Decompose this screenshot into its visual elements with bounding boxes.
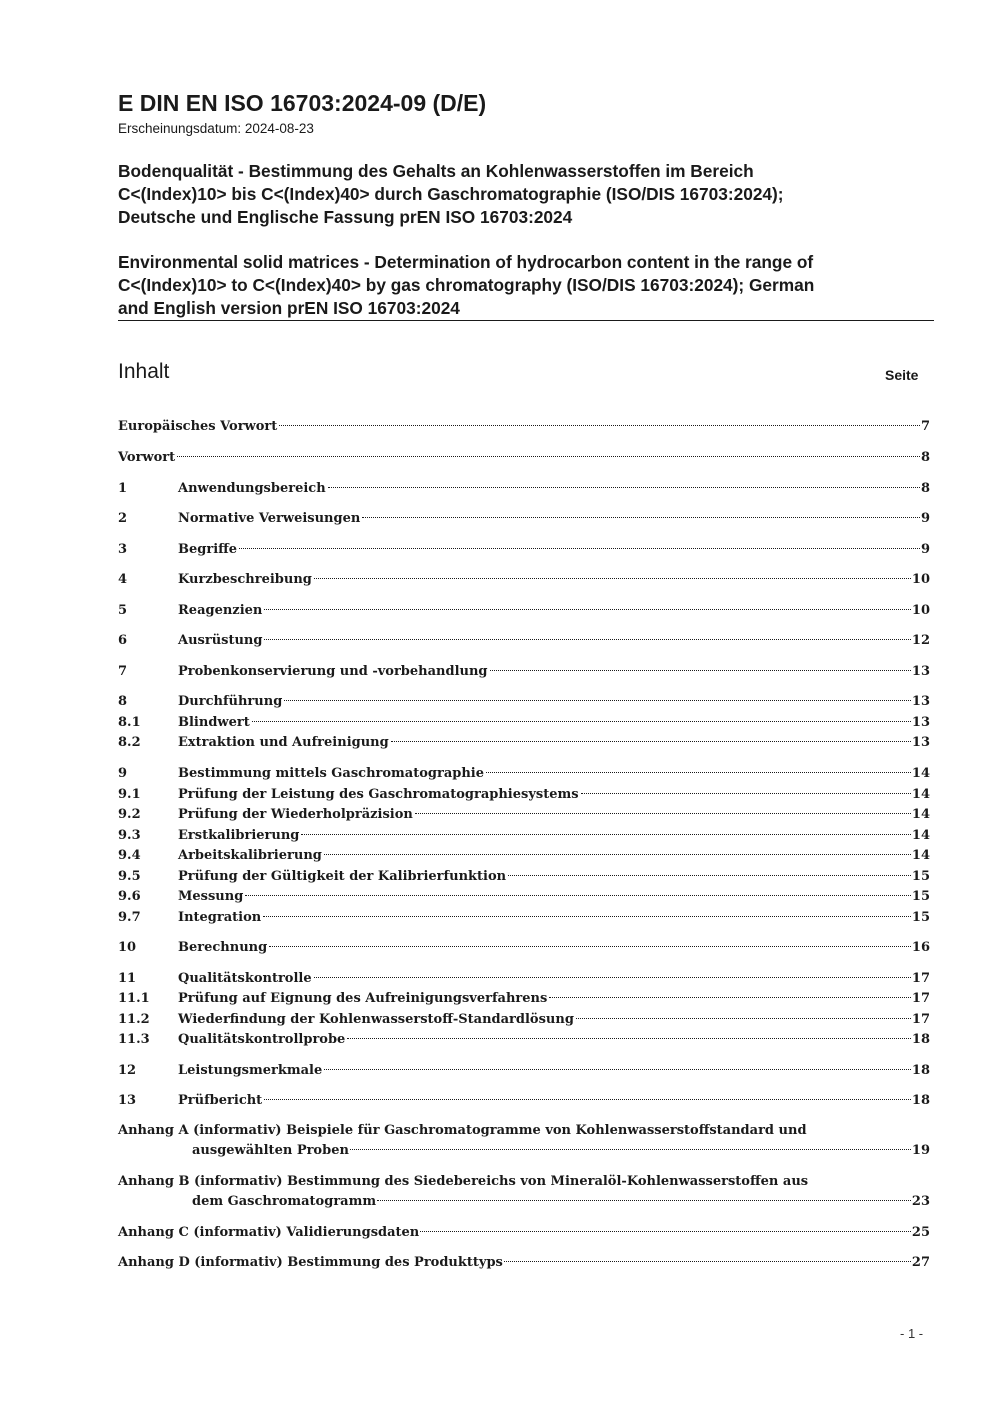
toc-entry-page: 17 xyxy=(911,1012,930,1027)
toc-entry-title: Reagenzien xyxy=(178,603,263,618)
toc-entry-line xyxy=(178,1031,930,1049)
toc-entry-page: 13 xyxy=(911,735,930,750)
toc-entry[interactable] xyxy=(118,663,930,681)
toc-entry-number: 8.2 xyxy=(118,735,141,750)
toc-entry-page: 12 xyxy=(911,633,930,648)
toc-entry-number: 2 xyxy=(118,511,128,526)
toc-annex-line xyxy=(118,1253,930,1273)
toc-entry-line xyxy=(178,806,930,824)
toc-leader-dots xyxy=(264,609,911,610)
toc-entry-number: 8 xyxy=(118,694,128,709)
toc-annex-title-continued: dem Gaschromatogramm xyxy=(192,1194,377,1209)
toc-leader-dots xyxy=(328,487,920,488)
toc-entry[interactable] xyxy=(118,418,930,436)
toc-entry-title: Prüfung der Wiederholpräzision xyxy=(178,807,413,822)
toc-entry-number: 9.6 xyxy=(118,889,141,904)
toc-entry-title: Arbeitskalibrierung xyxy=(178,848,322,863)
toc-leader-dots xyxy=(549,997,911,998)
toc-entry-page: 8 xyxy=(920,450,930,465)
toc-leader-dots xyxy=(415,813,911,814)
toc-leader-dots xyxy=(314,578,911,579)
toc-annex-title-continued: ausgewählten Proben xyxy=(192,1143,349,1158)
toc-entry-line xyxy=(178,734,930,752)
toc-annex-title: Anhang B (informativ) Bestimmung des Siedebereichs von Mineralöl-Kohlenwasserstoffen aus xyxy=(118,1174,809,1189)
toc-entry[interactable] xyxy=(118,1062,930,1080)
toc-entry-title: Europäisches Vorwort xyxy=(118,419,278,434)
toc-entry[interactable] xyxy=(118,734,930,752)
toc-entry[interactable] xyxy=(118,1031,930,1049)
toc-entry-page: 16 xyxy=(911,940,930,955)
toc-entry-page: 7 xyxy=(920,419,930,434)
toc-annex-title: Anhang A (informativ) Beispiele für Gaschromatogramme von Kohlenwasserstoffstandard und xyxy=(118,1123,807,1138)
toc-entry-title: Prüfung der Gültigkeit der Kalibrierfunktion xyxy=(178,869,507,884)
toc-entry-number: 13 xyxy=(118,1093,137,1108)
toc-entry[interactable] xyxy=(118,939,930,957)
toc-entry-line xyxy=(178,939,930,957)
toc-leader-dots xyxy=(350,1149,911,1150)
toc-annex-title: Anhang C (informativ) Validierungsdaten xyxy=(118,1225,420,1240)
toc-leader-dots xyxy=(269,946,911,947)
document-id: E DIN EN ISO 16703:2024-09 (D/E) xyxy=(118,90,487,116)
toc-entry-line xyxy=(118,418,930,436)
toc-entry-title: Bestimmung mittels Gaschromatographie xyxy=(178,766,485,781)
toc-entry-title: Kurzbeschreibung xyxy=(178,572,312,587)
toc-entry-line xyxy=(178,714,930,732)
page-number: - 1 - xyxy=(900,1326,924,1341)
toc-annex-entry[interactable] xyxy=(118,1253,930,1273)
toc-entry-line xyxy=(178,480,930,498)
toc-entry-number: 9.7 xyxy=(118,910,141,925)
title-english-line: and English version prEN ISO 16703:2024 xyxy=(118,298,460,318)
toc-entry-line xyxy=(178,847,930,865)
toc-entry[interactable] xyxy=(118,970,930,988)
title-english-line: C<(Index)10> to C<(Index)40> by gas chromatography (ISO/DIS 16703:2024); German xyxy=(118,275,815,295)
toc-entry-title: Vorwort xyxy=(118,450,176,465)
toc-leader-dots xyxy=(490,670,911,671)
toc-annex-page: 23 xyxy=(911,1194,930,1209)
toc-leader-dots xyxy=(486,772,911,773)
toc-entry[interactable] xyxy=(118,541,930,559)
toc-entry-line xyxy=(178,602,930,620)
toc-leader-dots xyxy=(391,741,911,742)
toc-entry[interactable] xyxy=(118,847,930,865)
toc-leader-dots xyxy=(239,548,920,549)
toc-leader-dots xyxy=(576,1018,911,1019)
toc-annex-entry[interactable] xyxy=(118,1121,930,1161)
toc-entry-line xyxy=(178,909,930,927)
toc-entry-title: Leistungsmerkmale xyxy=(178,1063,323,1078)
toc-entry-number: 7 xyxy=(118,664,128,679)
toc-entry-number: 9.5 xyxy=(118,869,141,884)
toc-entry-line xyxy=(178,632,930,650)
title-german-line: C<(Index)10> bis C<(Index)40> durch Gaschromatographie (ISO/DIS 16703:2024); xyxy=(118,184,784,204)
title-english xyxy=(118,251,938,320)
toc-entry-page: 18 xyxy=(911,1093,930,1108)
toc-annex-line xyxy=(118,1192,930,1212)
toc-page-label: Seite xyxy=(885,367,919,383)
title-english-line: Environmental solid matrices - Determination of hydrocarbon content in the range of xyxy=(118,252,814,272)
toc-annex-page: 27 xyxy=(911,1255,930,1270)
toc-entry-number: 11.2 xyxy=(118,1012,150,1027)
toc-entry-title: Erstkalibrierung xyxy=(178,828,300,843)
toc-leader-dots xyxy=(362,517,920,518)
toc-entry-line xyxy=(178,693,930,711)
toc-entry-line xyxy=(178,990,930,1008)
toc-entry-line xyxy=(178,868,930,886)
toc-entry[interactable] xyxy=(118,1011,930,1029)
toc-entry-page: 15 xyxy=(911,869,930,884)
toc-entry-line xyxy=(178,1062,930,1080)
toc-annex-page: 19 xyxy=(911,1143,930,1158)
toc-leader-dots xyxy=(347,1038,911,1039)
publication-date: Erscheinungsdatum: 2024-08-23 xyxy=(118,121,314,136)
toc-leader-dots xyxy=(504,1261,911,1262)
toc-entry-page: 18 xyxy=(911,1063,930,1078)
toc-entry[interactable] xyxy=(118,602,930,620)
toc-entry-number: 3 xyxy=(118,542,128,557)
toc-leader-dots xyxy=(314,977,911,978)
toc-entry-line xyxy=(178,827,930,845)
toc-leader-dots xyxy=(252,721,911,722)
toc-entry-line xyxy=(178,510,930,528)
toc-entry-page: 15 xyxy=(911,889,930,904)
toc-entry-title: Normative Verweisungen xyxy=(178,511,361,526)
toc-annex-page: 25 xyxy=(911,1225,930,1240)
toc-entry[interactable] xyxy=(118,480,930,498)
toc-entry-number: 11 xyxy=(118,971,137,986)
toc-entry-title: Prüfung der Leistung des Gaschromatographiesystems xyxy=(178,787,579,802)
toc-entry-page: 17 xyxy=(911,991,930,1006)
toc-leader-dots xyxy=(581,793,911,794)
toc-entry-title: Extraktion und Aufreinigung xyxy=(178,735,389,750)
toc-entry-line xyxy=(178,888,930,906)
toc-entry[interactable] xyxy=(118,571,930,589)
toc-entry-number: 6 xyxy=(118,633,128,648)
toc-leader-dots xyxy=(279,425,920,426)
toc-entry-number: 9.2 xyxy=(118,807,141,822)
toc-entry-title: Wiederfindung der Kohlenwasserstoff-Standardlösung xyxy=(178,1012,574,1027)
toc-leader-dots xyxy=(245,895,911,896)
toc-entry[interactable] xyxy=(118,888,930,906)
toc-annex-entry[interactable] xyxy=(118,1172,930,1212)
toc-entry-title: Qualitätskontrollprobe xyxy=(178,1032,346,1047)
toc-leader-dots xyxy=(508,875,911,876)
toc-entry[interactable] xyxy=(118,765,930,783)
toc-entry-title: Durchführung xyxy=(178,694,283,709)
toc-entry-number: 1 xyxy=(118,481,128,496)
toc-entry-title: Berechnung xyxy=(178,940,268,955)
toc-entry-page: 13 xyxy=(911,664,930,679)
toc-entry-number: 12 xyxy=(118,1063,137,1078)
toc-leader-dots xyxy=(420,1231,911,1232)
toc-entry-title: Messung xyxy=(178,889,244,904)
toc-entry[interactable] xyxy=(118,806,930,824)
title-german-line: Deutsche und Englische Fassung prEN ISO 16703:2024 xyxy=(118,207,573,227)
toc-entry-line xyxy=(178,1092,930,1110)
toc-entry-title: Integration xyxy=(178,910,262,925)
toc-entry[interactable] xyxy=(118,1092,930,1110)
toc-entry-number: 9.3 xyxy=(118,828,141,843)
toc-entry-line xyxy=(178,541,930,559)
toc-entry-page: 9 xyxy=(920,511,930,526)
toc-entry-page: 14 xyxy=(911,807,930,822)
toc-entry-line xyxy=(178,1011,930,1029)
toc-entry[interactable] xyxy=(118,827,930,845)
toc-leader-dots xyxy=(377,1200,911,1201)
toc-entry-page: 13 xyxy=(911,694,930,709)
toc-entry-page: 15 xyxy=(911,910,930,925)
toc-entry-page: 13 xyxy=(911,715,930,730)
toc-entry-title: Prüfung auf Eignung des Aufreinigungsverfahrens xyxy=(178,991,548,1006)
toc-entry-number: 10 xyxy=(118,940,137,955)
toc-annex-entry[interactable] xyxy=(118,1223,930,1243)
toc-entry-page: 14 xyxy=(911,848,930,863)
toc-entry-title: Qualitätskontrolle xyxy=(178,971,312,986)
toc-entry-page: 10 xyxy=(911,603,930,618)
toc-entry-title: Probenkonservierung und -vorbehandlung xyxy=(178,664,488,679)
toc-heading: Inhalt xyxy=(118,360,170,383)
toc-entry-line xyxy=(178,970,930,988)
toc-entry-page: 14 xyxy=(911,828,930,843)
toc-leader-dots xyxy=(264,639,910,640)
toc-leader-dots xyxy=(324,1069,911,1070)
toc-entry-page: 17 xyxy=(911,971,930,986)
toc-entry-title: Prüfbericht xyxy=(178,1093,263,1108)
toc-entry[interactable] xyxy=(118,693,930,711)
toc-entry-number: 9.1 xyxy=(118,787,141,802)
toc-entry[interactable] xyxy=(118,990,930,1008)
toc-entry-number: 11.1 xyxy=(118,991,150,1006)
toc-entry-page: 14 xyxy=(911,787,930,802)
toc-annex-title: Anhang D (informativ) Bestimmung des Produkttyps xyxy=(118,1255,503,1270)
toc-entry-page: 18 xyxy=(911,1032,930,1047)
toc-entry-page: 9 xyxy=(920,542,930,557)
toc-entry-number: 9.4 xyxy=(118,848,141,863)
toc-entry-title: Ausrüstung xyxy=(178,633,263,648)
toc-entry-number: 8.1 xyxy=(118,715,141,730)
toc-leader-dots xyxy=(301,834,911,835)
toc-leader-dots xyxy=(324,854,911,855)
toc-entry[interactable] xyxy=(118,632,930,650)
toc-leader-dots xyxy=(264,1099,911,1100)
toc-entry[interactable] xyxy=(118,510,930,528)
toc-entry-page: 10 xyxy=(911,572,930,587)
title-divider xyxy=(118,320,934,321)
toc-leader-dots xyxy=(177,456,920,457)
toc-entry-line xyxy=(178,571,930,589)
toc-entry-title: Anwendungsbereich xyxy=(178,481,326,496)
title-german-line: Bodenqualität - Bestimmung des Gehalts an Kohlenwasserstoffen im Bereich xyxy=(118,161,754,181)
toc-entry[interactable] xyxy=(118,786,930,804)
toc-entry-number: 11.3 xyxy=(118,1032,150,1047)
toc-entry-page: 8 xyxy=(920,481,930,496)
toc-leader-dots xyxy=(284,700,911,701)
toc-annex-line xyxy=(118,1223,930,1243)
toc-entry-title: Blindwert xyxy=(178,715,250,730)
toc-entry-page: 14 xyxy=(911,766,930,781)
toc-entry-title: Begriffe xyxy=(178,542,238,557)
toc-entry-line xyxy=(178,663,930,681)
toc-entry[interactable] xyxy=(118,714,930,732)
toc-entry[interactable] xyxy=(118,909,930,927)
toc-entry-line xyxy=(118,449,930,467)
toc-entry-line xyxy=(178,765,930,783)
toc-entry[interactable] xyxy=(118,868,930,886)
toc-entry-number: 4 xyxy=(118,572,128,587)
toc-entry[interactable] xyxy=(118,449,930,467)
toc-entry-number: 9 xyxy=(118,766,128,781)
toc-entry-line xyxy=(178,786,930,804)
toc-entry-number: 5 xyxy=(118,603,128,618)
toc-leader-dots xyxy=(263,916,911,917)
toc-annex-line xyxy=(118,1141,930,1161)
title-german xyxy=(118,160,938,229)
